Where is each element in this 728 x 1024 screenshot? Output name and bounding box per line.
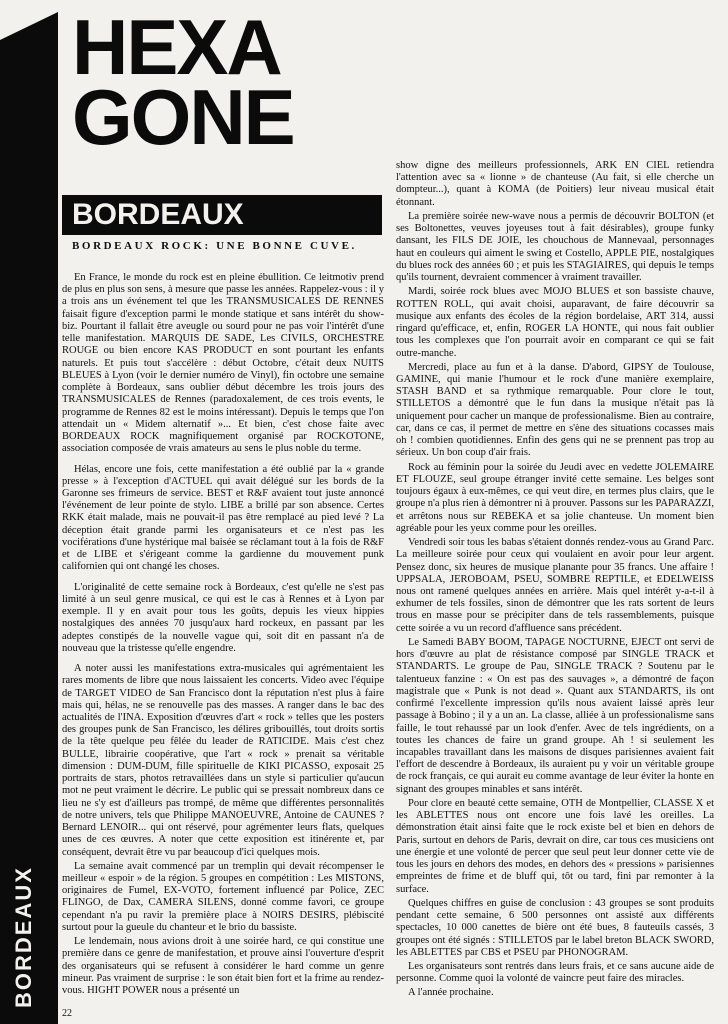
paragraph: Quelques chiffres en guise de conclusion : 43 groupes se sont produits pendant cette semaine, 6 500 personnes ont assisté aux différents spectacles, 10 000 canettes de bière ont été bues, 8 fauteuils cassés, 3 groupes ont été signés : STILLETOS par le label breton BLACK SWORD, les ABLETTES par CBS et PSEU par PHONOGRAM.: [396, 897, 714, 958]
paragraph: Les organisateurs sont rentrés dans leurs frais, et ce sans aucune aide de personne. Comme quoi la volonté de vaincre peut faire des miracles.: [396, 961, 714, 985]
paragraph: Hélas, encore une fois, cette manifestation a été oublié par la « grande presse » à l'exception d'ACTUEL qui avait délégué sur les bords de la Garonne ses frimeurs de service. BEST et R&F avaient tout juste annoncé l'événement de leur pointe de stylo. LIBE a brillé par son absence. Certes RKK était malade, mais ne pouvait-il pas être remplacé au pied levé ? La déception était grande parmi les organisateurs et ce n'est pas les vociférations d'une hystérique mal baisée se réclamant tout à la fois de R&F et de LIBE et s'érigeant comme la gardienne du mouvement punk californien qui ont changé les choses.: [62, 463, 384, 573]
page-number: 22: [62, 1008, 72, 1019]
right-column: [396, 160, 714, 1002]
paragraph: Le lendemain, nous avions droit à une soirée hard, ce qui constitue une première dans ce genre de manifestation, et prouve ainsi l'ouverture d'esprit des organisateurs qui se refusent à considérer le hard comme un genre mineur. Pas vraiment de surprise : le son était bien fort et la frime au rendez-vous. HIGHT POWER nous a présenté un: [62, 936, 384, 997]
masthead-line-1: HEXA: [72, 3, 281, 91]
paragraph: Pour clore en beauté cette semaine, OTH de Montpellier, CLASSE X et les ABLETTES nous ont encore une fois lavé les oreilles. La démonstration était ainsi faite que le rock existe bel et bien en dehors de Paris, surtout en dehors de Paris, devrait on dire, car tous ces musiciens ont une énergie et une volonté de percer que seul peut leur donner cette vie de tous les jours en dehors des modes, en dehors des « pressions » parisiennes empreintes de frime et de bluff qui, tôt ou tard, fini par remonter à la surface.: [396, 797, 714, 895]
paragraph: Mardi, soirée rock blues avec MOJO BLUES et son bassiste chauve, ROTTEN ROLL, qui avait choisi, auparavant, de faire découvrir sa musique aux enfants des écoles de la région bordelaise, ART 314, aussi ringard qu'efficace, et, enfin, ROGER LA HONTE, qui nous fait oublier tous les complexes que l'on pourrait avoir en comparant ce qui se fait outre-manche.: [396, 286, 714, 359]
paragraph: Le Samedi BABY BOOM, TAPAGE NOCTURNE, EJECT ont servi de hors d'œuvre au plat de résistance composé par SINGLE TRACK et STANDARTS. Le groupe de Pau, SINGLE TRACK ? Soutenu par le talentueux fanzine : « On est pas des sauvages », a démontré de façon magistrale que « Punk is not dead ». Quant aux STANDARTS, ils ont confirmé l'excellente impression qu'ils nous avaient laissé après leur passage à Bobino ; il y a un an. La classe, alliée à un professionalisme sans faille, le tout rehaussé par un look d'enfer. Avec de tels ingrédients, on a toutes les chances de faire un grand groupe. Ah ! si seulement les incapables travaillant dans les maisons de disques parisiennes avaient fait l'effort de descendre à Bordeaux, ils auraient pu y voir un véritable groupe de rock français, ce qui aurait eu comme avantage de leur éviter la honte en signant des groupes minables et sans intérêt.: [396, 636, 714, 795]
paragraph: L'originalité de cette semaine rock à Bordeaux, c'est qu'elle ne s'est pas limité à un seul genre musical, ce qui est le cas à Rennes et à Lyon par exemple. Il y en avait pour tous les goûts, depuis les vieux hippies nostalgiques des années 70 jusqu'aux hard rockeux, en passant par les adeptes constipés de la nouvelle vague qui, soit dit en passant n'a de nouveau que la tristesse qu'elle engendre.: [62, 581, 384, 654]
paragraph: show digne des meilleurs professionnels, ARK EN CIEL retiendra l'attention avec sa « lionne » de chanteuse (Au fait, si elle cherche un dompteur...), quant à KOMA (de Poitiers) leur niveau musical était étonnant.: [396, 160, 714, 208]
masthead-line-2: GONE: [72, 73, 294, 161]
paragraph: Vendredi soir tous les babas s'étaient donnés rendez-vous au Grand Parc. La meilleure soirée pour ceux qui voulaient en avoir pour leur argent. Pensez donc, six heures de musique planante pour 35 francs. Une affaire ! UPPSALA, JEROBOAM, PSEU, SOMBRE REPTILE, et EDELWEISS nous ont ramené quelques années en arrière. Mais quel intérêt y-a-t-il à exhumer de tels fossiles, sinon de démontrer que les rats sortent de leurs trous en masse pour se précipiter dans de tels rassemblements, puisque cette soirée a vu un record d'affluence sans précédent.: [396, 537, 714, 634]
side-label: BORDEAUX: [11, 866, 36, 1008]
article-subtitle: BORDEAUX ROCK: UNE BONNE CUVE.: [72, 240, 357, 252]
paragraph: La semaine avait commencé par un tremplin qui devait récompenser le meilleur « espoir » de la région. 5 groupes en compétition : Les MISTONS, originaires de Fumel, EX-VOTO, fortement influencé par Police, ZEC FLINGO, de Dax, CAMERA SILENS, donné comme favori, ce groupe cependant n'a pu ravir la première place à NOIRS DESIRS, plébiscité surtout pour la gueule du chanteur et le brio du bassiste.: [62, 860, 384, 933]
paragraph: La première soirée new-wave nous a permis de découvrir BOLTON (et ses Boltonettes, veuves joyeuses tout à fait désirables), groupe funky dansant, les FILS DE JOIE, les chouchous de Mannevaal, personnages haut en couleurs qui aiment le swing et Costello, APPLE PIE, nostalgiques du blues rock des années 60 ; et puis les STAGIAIRES, qui depuis le temps qu'ils tournent, devraient commencer à vraiment travailler.: [396, 210, 714, 284]
masthead: [72, 3, 382, 161]
paragraph: Rock au féminin pour la soirée du Jeudi avec en vedette JOLEMAIRE ET FLOUZE, seul groupe étranger invité cette semaine. Les belges sont toujours égaux à eux-mêmes, ce qui veut dire, en termes plus clairs, que le groupe n'a plus rien à démontrer ni à prouver. Passons sur les PAPARAZZI, et arrêtons nous sur REBEKA et sa jolie chanteuse. Un moment bien agréable pour les yeux comme pour les oreilles.: [396, 461, 714, 534]
paragraph: En France, le monde du rock est en pleine ébullition. Ce leitmotiv prend de plus en plus son sens, à mesure que passe les années. Rappelez-vous : il y a trois ans un événement tel que les TRANSMUSICALES DE RENNES faisait figure d'exception parmi le monde statique et sans intérêt du show-biz. Pourtant il fallait être aveugle ou sourd pour ne pas voir l'intérêt d'une telle manifestation. MARQUIS DE SADE, Les CIVILS, ORCHESTRE ROUGE ou bien encore KAS PRODUCT en sont pourtant les enfants naturels. Et puis tout s'accélère : début Octobre, c'était deux NUITS BLEUES à Lyon (voir le dernier numéro de Vinyl), fin octobre une semaine complète à Bordeaux, sans oublier début décembre les trois jours des TRANSMUSICALES de Rennes (paradoxalement, de ces trois events, le programme de Rennes 82 est le moins intéressant). Depuis le temps que l'on attendait un « Midem alternatif »... Et bien, c'est chose faite avec BORDEAUX ROCK magnifiquement organisé par ROCKOTONE, association composée de vrais amateurs au sens le plus noble du terme.: [62, 272, 384, 455]
paragraph: A noter aussi les manifestations extra-musicales qui agrémentaient les rares moments de libre que nous laissaient les concerts. Video avec l'équipe de TARGET VIDEO de San Francisco dont la réputation n'est plus à faire mais qui, hélas, ne se renouvelle pas des masses. A ranger dans le bac des actualités de l'INA. Exposition d'œuvres d'art « rock » telles que les posters des groupes punk de San Francisco, les délires gribouillés, tout droits sortis de la tête quelque peu fêlée du leader de RATICIDE. Mais c'est chez BULLE, librairie coopérative, que l'art « rock » prenait sa véritable dimension : DUM-DUM, fille spirituelle de KIKI PICASSO, exposait 25 portraits de stars, photos retravaillées dans un style si particulier qu'aucun mot ne peut vraiment le décrire. Le public qui se pressait nombreux dans ce lieu ne s'y est d'ailleurs pas trompé, de même que différentes personnalités de notre univers, tels que Philippe MANOEUVRE, Antoine de CAUNES ? Bernard LENOIR... qui ont réservé, pour agrémenter leurs flats, quelques unes de ces œuvres. A noter que cette exposition est itinérente et, par conséquent, devrait être vu par beaucoup d'ici quelques mois.: [62, 663, 384, 858]
paragraph: Mercredi, place au fun et à la danse. D'abord, GIPSY de Toulouse, GAMINE, qui manie l'humour et le rock d'une manière exemplaire, STASH BAND et sa rythmique remarquable. Pour clore le tout, STILLETOS a démontré que le fun dans la musique n'était pas là uniquement pour cacher un manque de professionalisme. Bien au contraire, car, dans ce cas, il permet de mettre en s'ène des situations cocasses mais oh ! combien quotidiennes. Enfin des gens qui ne se prennent pas trop au sérieux. Un bon coup d'air frais.: [396, 361, 714, 459]
paragraph: A l'année prochaine.: [408, 987, 494, 999]
section-banner: [62, 195, 382, 235]
section-banner-title: BORDEAUX: [72, 198, 244, 231]
left-column: [62, 272, 384, 999]
